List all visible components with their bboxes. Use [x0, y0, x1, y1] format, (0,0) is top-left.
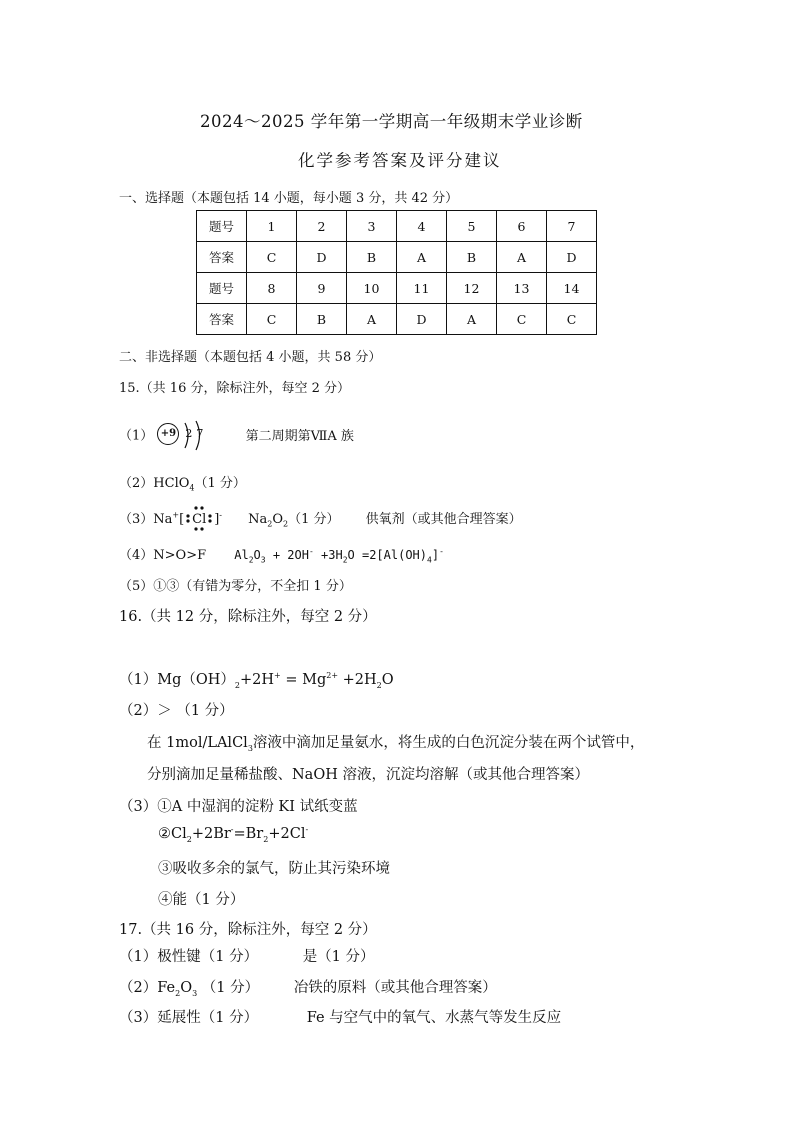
q15-part1-answer: 第二周期第ⅦA 族 [245, 428, 354, 444]
table-cell: 1 [247, 211, 297, 242]
section1-heading: 一、选择题（本题包括 14 小题，每小题 3 分，共 42 分） [119, 191, 459, 206]
subscript: 3 [192, 988, 198, 998]
section2-heading: 二、非选择题（本题包括 4 小题，共 58 分） [119, 350, 382, 365]
table-cell: 8 [247, 273, 297, 304]
subscript: 2 [376, 680, 382, 690]
q17-part3-answer-b: Fe 与空气中的氧气、水蒸气等发生反应 [306, 1010, 562, 1026]
superscript: + [274, 671, 281, 681]
table-cell: 9 [297, 273, 347, 304]
score-note: （1 分） [288, 512, 340, 527]
table-cell: 13 [497, 273, 547, 304]
formula-part: O [180, 980, 193, 996]
part-label: （4） [119, 548, 154, 563]
q16-part2-answer: ＞ （1 分） [157, 703, 234, 719]
part-label: （3） [119, 1010, 158, 1026]
q16-part3-item4: ④能（1 分） [158, 892, 245, 908]
formula-part: Fe [157, 980, 176, 996]
shell-electron-count: 2 [185, 427, 193, 440]
text-part: 在 1mol/LAlCl [147, 735, 248, 751]
table-cell: 7 [547, 211, 597, 242]
table-cell: D [547, 242, 597, 273]
formula-part: O [272, 512, 284, 527]
equation-part: Al [234, 548, 249, 562]
fluorine-atom-structure-diagram [157, 420, 237, 452]
superscript: + [172, 510, 180, 520]
subscript: 4 [427, 555, 432, 565]
document-subtitle: 化学参考答案及评分建议 [298, 151, 502, 170]
subscript: 4 [189, 483, 195, 493]
table-cell-header-label: 题号 [197, 211, 247, 242]
document-title: 2024～2025 学年第一学期高一年级期末学业诊断 [200, 112, 583, 131]
electronegativity-order: N>O>F [153, 548, 207, 563]
table-cell: A [497, 242, 547, 273]
table-cell: 2 [297, 211, 347, 242]
table-cell: A [397, 242, 447, 273]
q17-part1 [119, 945, 375, 966]
table-cell-answer-label: 答案 [197, 242, 247, 273]
q16-part3 [119, 795, 358, 816]
electron-formula-cl: Cl [192, 512, 207, 527]
table-cell: C [547, 304, 597, 335]
table-cell: A [347, 304, 397, 335]
subscript: 2 [248, 555, 254, 565]
q15-part1 [119, 420, 354, 452]
table-row [197, 211, 597, 242]
q17-heading: 17.（共 16 分，除标注外，每空 2 分） [119, 922, 377, 938]
q16-part3-item2 [158, 826, 308, 842]
q15-part4 [119, 544, 444, 563]
table-cell-header-label: 题号 [197, 273, 247, 304]
electron-formula-na: Na [153, 512, 173, 527]
subscript: 2 [234, 680, 240, 690]
table-cell: 14 [547, 273, 597, 304]
q15-part5-answer: ①③（有错为零分，不全扣 1 分） [153, 579, 352, 594]
subscript: 2 [267, 519, 273, 529]
part-label: （5） [119, 579, 154, 594]
equation-part: ②Cl [158, 826, 187, 842]
subscript: 3 [260, 555, 266, 565]
subscript: 2 [175, 988, 181, 998]
table-cell-answer-label: 答案 [197, 304, 247, 335]
q17-part3 [119, 1006, 561, 1027]
part-label: （1） [119, 949, 158, 965]
part-label: （2） [119, 703, 158, 719]
table-cell: 3 [347, 211, 397, 242]
q15-part3 [119, 508, 522, 527]
formula: HClO [153, 476, 190, 491]
q15-part5 [119, 575, 352, 594]
equation-part: +2H [240, 672, 275, 688]
part-label: （1） [119, 428, 154, 444]
q16-part2-explanation-line2: 分别滴加足量稀盐酸、NaOH 溶液，沉淀均溶解（或其他合理答案） [147, 767, 589, 783]
electron-shell-arcs-icon [179, 420, 209, 452]
table-cell: B [347, 242, 397, 273]
q16-part1 [119, 668, 394, 689]
superscript: 2+ [326, 671, 339, 681]
score-note: （1 分） [197, 980, 260, 996]
table-cell: 5 [447, 211, 497, 242]
table-cell: D [397, 304, 447, 335]
part-label: （3） [119, 799, 158, 815]
q17-part1-answer-b: 是（1 分） [302, 949, 375, 965]
q16-part3-item3: ③吸收多余的氯气，防止其污染环境 [158, 861, 390, 877]
formula [248, 512, 288, 527]
part-label: （2） [119, 476, 154, 491]
nucleus-icon: +9 [157, 423, 179, 445]
chemical-equation [234, 547, 444, 565]
equation-part: +2Cl [268, 826, 306, 842]
part-label: （1） [119, 672, 158, 688]
subscript: 2 [283, 519, 289, 529]
superscript: - [308, 547, 314, 556]
q16-part2 [119, 699, 234, 720]
equation-part: Mg（OH） [157, 672, 235, 688]
equation-part: +2Br [191, 826, 231, 842]
subscript: 2 [186, 834, 192, 844]
equation-part: O [381, 672, 394, 688]
text-part: 溶液中滴加足量氨水，将生成的白色沉淀分装在两个试管中， [252, 735, 645, 751]
q16-part2-explanation-line1 [147, 731, 644, 752]
q17-part2 [119, 976, 497, 997]
part-label: （3） [119, 512, 154, 527]
formula-part: Na [248, 512, 268, 527]
equation-part: + 2OH [265, 548, 309, 562]
q17-part1-answer-a: 极性键（1 分） [157, 949, 259, 965]
q15-heading: 15.（共 16 分，除标注外，每空 2 分） [119, 381, 351, 396]
equation-part: O [253, 548, 261, 562]
table-cell: B [297, 304, 347, 335]
table-cell: 12 [447, 273, 497, 304]
bracket: ] [214, 512, 220, 527]
shell-electron-count: 7 [196, 427, 204, 440]
superscript: - [305, 825, 309, 835]
table-cell: C [247, 242, 297, 273]
subscript: 2 [342, 555, 348, 565]
table-cell: B [447, 242, 497, 273]
table-cell: D [297, 242, 347, 273]
electron-dots-icon [184, 506, 214, 532]
q15-part3-use: 供氧剂（或其他合理答案） [365, 512, 522, 527]
equation-part: ] [431, 548, 440, 562]
table-cell: C [497, 304, 547, 335]
q16-heading: 16.（共 12 分，除标注外，每空 2 分） [119, 609, 377, 625]
equation-part: +2H [338, 672, 377, 688]
superscript: - [219, 510, 222, 520]
answer-table [196, 210, 597, 335]
table-row [197, 304, 597, 335]
table-row [197, 242, 597, 273]
superscript: - [230, 825, 234, 835]
table-cell: C [247, 304, 297, 335]
score-note: （1 分） [194, 476, 246, 491]
table-cell: 11 [397, 273, 447, 304]
electron-formula [153, 512, 222, 527]
chloride-with-electron-dots [184, 512, 214, 527]
equation-part: = Mg [280, 672, 327, 688]
table-row [197, 273, 597, 304]
bracket: [ [179, 512, 185, 527]
part-label: （2） [119, 980, 158, 996]
table-cell: A [447, 304, 497, 335]
equation-part: O =2[Al(OH) [347, 548, 428, 562]
q17-part3-answer-a: 延展性（1 分） [157, 1010, 259, 1026]
table-cell: 10 [347, 273, 397, 304]
equation-part: =Br [233, 826, 264, 842]
q16-part3-item1: ①A 中湿润的淀粉 KI 试纸变蓝 [157, 799, 358, 815]
superscript: - [439, 547, 444, 556]
subscript: 2 [263, 834, 269, 844]
q17-part2-answer: 冶铁的原料（或其他合理答案） [293, 980, 497, 996]
table-cell: 4 [397, 211, 447, 242]
subscript: 3 [247, 743, 253, 753]
equation-part: +3H [313, 548, 343, 562]
table-cell: 6 [497, 211, 547, 242]
q15-part2 [119, 472, 246, 491]
